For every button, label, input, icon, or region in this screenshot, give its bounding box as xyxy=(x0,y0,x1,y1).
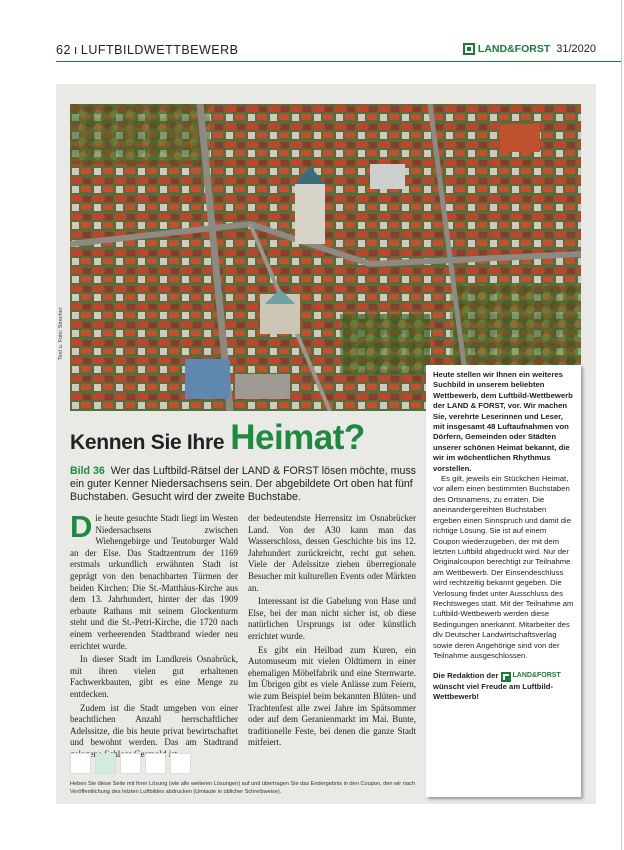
brand-name: LAND&FORST xyxy=(477,43,551,55)
coupon-footnote: Heben Sie diese Seite mit Ihrer Lösung (wie alle weiteren Lösungen) auf und übertragen Sie das Endergebnis in den Coupon, den wir nach Veröffentlichung des letzten Luftbildes abdrucken (Umlaute in üblicher Schreibweise). xyxy=(70,781,415,795)
article-column-2 xyxy=(248,513,416,751)
header-rule xyxy=(56,61,622,62)
drop-cap: D xyxy=(70,509,93,544)
answer-coupon xyxy=(70,753,191,774)
letter-box[interactable] xyxy=(120,753,141,774)
page-number: 62 xyxy=(56,43,71,57)
signoff-suffix: wünscht viel Freude am Luftbild-Wettbewerb! xyxy=(433,682,554,702)
image-number: Bild 36 xyxy=(70,465,105,477)
paragraph: Interessant ist die Gabelung von Hase und Else, bei der man nicht sicher ist, ob diese natürlichen Ursprungs ist oder künstlich errichtet wurde. xyxy=(248,596,416,641)
paragraph-text: ie heute gesuchte Stadt liegt im Westen Niedersachsens zwischen Wiehengebirge und Teutoburger Wald an der Else. Das Stadtzentrum der 1169 erstmals urkundlich erwähnten Stadt ist geprägt von den benachbarten Türmen der beiden Kirchen: Die St.-Matthäus-Kirche aus dem 13. Jahrhundert, hinter der das 1909 erbaute Rathaus mit seinem Glockenturm steht und die St.-Petri-Kirche, die 1720 nach einem verheerenden Stadtbrand wieder neu errichtet wurde. xyxy=(70,513,238,651)
section-label xyxy=(56,43,239,57)
paragraph: Zudem ist die Stadt umgeben von einer beachtlichen Anzahl herrschaftlicher Adelssitze, die bis heute privat bewirtschaftet und bewohnt werden. Das am Stadtrand Schloss xyxy=(70,702,238,759)
paragraph: der bedeutendste Herrensitz im Osnabrücker Land. Von der A30 kann man das Wasserschloss, dessen Geschichte bis ins 12. Jahrhundert zurückreicht, recht gut sehen. Viele der Adelssitze ziehen überregionale Besucher mit kulturellen Events oder Märkten an. xyxy=(248,513,416,593)
issue-number: 31/2020 xyxy=(556,43,596,55)
logo-icon xyxy=(501,672,511,682)
article-headline xyxy=(70,418,365,458)
lead-text: Wer das Luftbild-Rätsel der LAND & FORST lösen möchte, muss ein guter Kenner Niedersachsens sein. Der abgebildete Ort oben hat fünf Buchstaben. Gesucht wird der zweite Buchstabe. xyxy=(70,465,416,503)
sidebar-rules: Es gilt, jeweils ein Stückchen Heimat, vor allem einen bestimmten Buchstaben des Ortsnamens, zu erraten. Die aneinandergereihten Buchstaben ergeben einen Sinnspruch und damit die richtige Lösung. Sie ist auf einem Coupon wiederzugeben, der mit dem letzten Luftbild abgedruckt wird. Nur der Originalcoupon berechtigt zur Teilnahme am Wettbewerb. Der Einsendeschluss wird rechtzeitig bekannt gegeben. Die Verlosung findet unter Ausschluss des Rechtsweges statt. Mit der Teilnahme am Luftbild-Wettbewerb werden diese Bedingungen anerkannt. Mitarbeiter des dlv Deutscher Landwirtschaftsverlag sowie deren Angehörige sind von der Teilnahme ausgeschlossen. xyxy=(433,474,574,660)
paragraph: Es gibt ein Heilbad zum Kuren, ein Automuseum mit vielen Oldtimern in einer ehemaligen Möbelfabrik und eine Sternwarte. Im Übrigen gibt es viele Anlässe zum Feiern, wie zum Beispiel beim bekannten Blüten- und Trachtenfest alle zwei Jahre im Spätsommer oder auf dem Geranienmarkt im Mai. Bunte, traditionelle Feste, bei denen die ganze Stadt mitfeiert. xyxy=(248,644,416,748)
photo-credit: Text u. Foto: Strecher xyxy=(58,307,64,360)
masthead xyxy=(463,43,596,55)
headline-prefix: Kennen Sie Ihre xyxy=(70,431,225,454)
page-header xyxy=(56,40,596,62)
logo-icon xyxy=(463,43,475,55)
contest-info-box xyxy=(426,365,581,797)
headline-emphasis: Heimat? xyxy=(230,418,365,457)
letter-box[interactable] xyxy=(170,753,191,774)
section-title: LUFTBILDWETTBEWERB xyxy=(80,43,239,57)
letter-box-highlighted[interactable] xyxy=(95,753,116,774)
article-lead xyxy=(70,465,420,504)
page-edge xyxy=(621,0,622,850)
paragraph xyxy=(70,509,238,652)
article-column-1 xyxy=(70,509,238,762)
brand-logo xyxy=(463,43,550,55)
paragraph: In dieser Stadt im Landkreis Osnabrück, mit ihren vielen gut erhaltenen Fachwerkbauten, gibt es eine Menge zu entdecken. xyxy=(70,654,238,699)
sidebar-signoff xyxy=(433,671,574,702)
signoff-logo xyxy=(501,671,561,681)
signoff-prefix: Die Redaktion der xyxy=(433,671,499,681)
letter-box[interactable] xyxy=(70,753,91,774)
sidebar-intro: Heute stellen wir Ihnen ein weiteres Suchbild in unserem beliebten Wettbewerb, dem Luftbild-Wettbewerb der LAND & FORST, vor. Wir machen Sie, verehrte Leserinnen und Leser, mit insgesamt 48 Luftaufnahmen von Dörfern, Gemeinden oder Städten unserer schönen Heimat bekannt, die wir im wöchentlichen Rhythmus vorstellen. xyxy=(433,370,573,473)
separator: ı xyxy=(73,43,78,57)
signoff-brand: LAND&FORST xyxy=(512,672,561,680)
letter-box[interactable] xyxy=(145,753,166,774)
